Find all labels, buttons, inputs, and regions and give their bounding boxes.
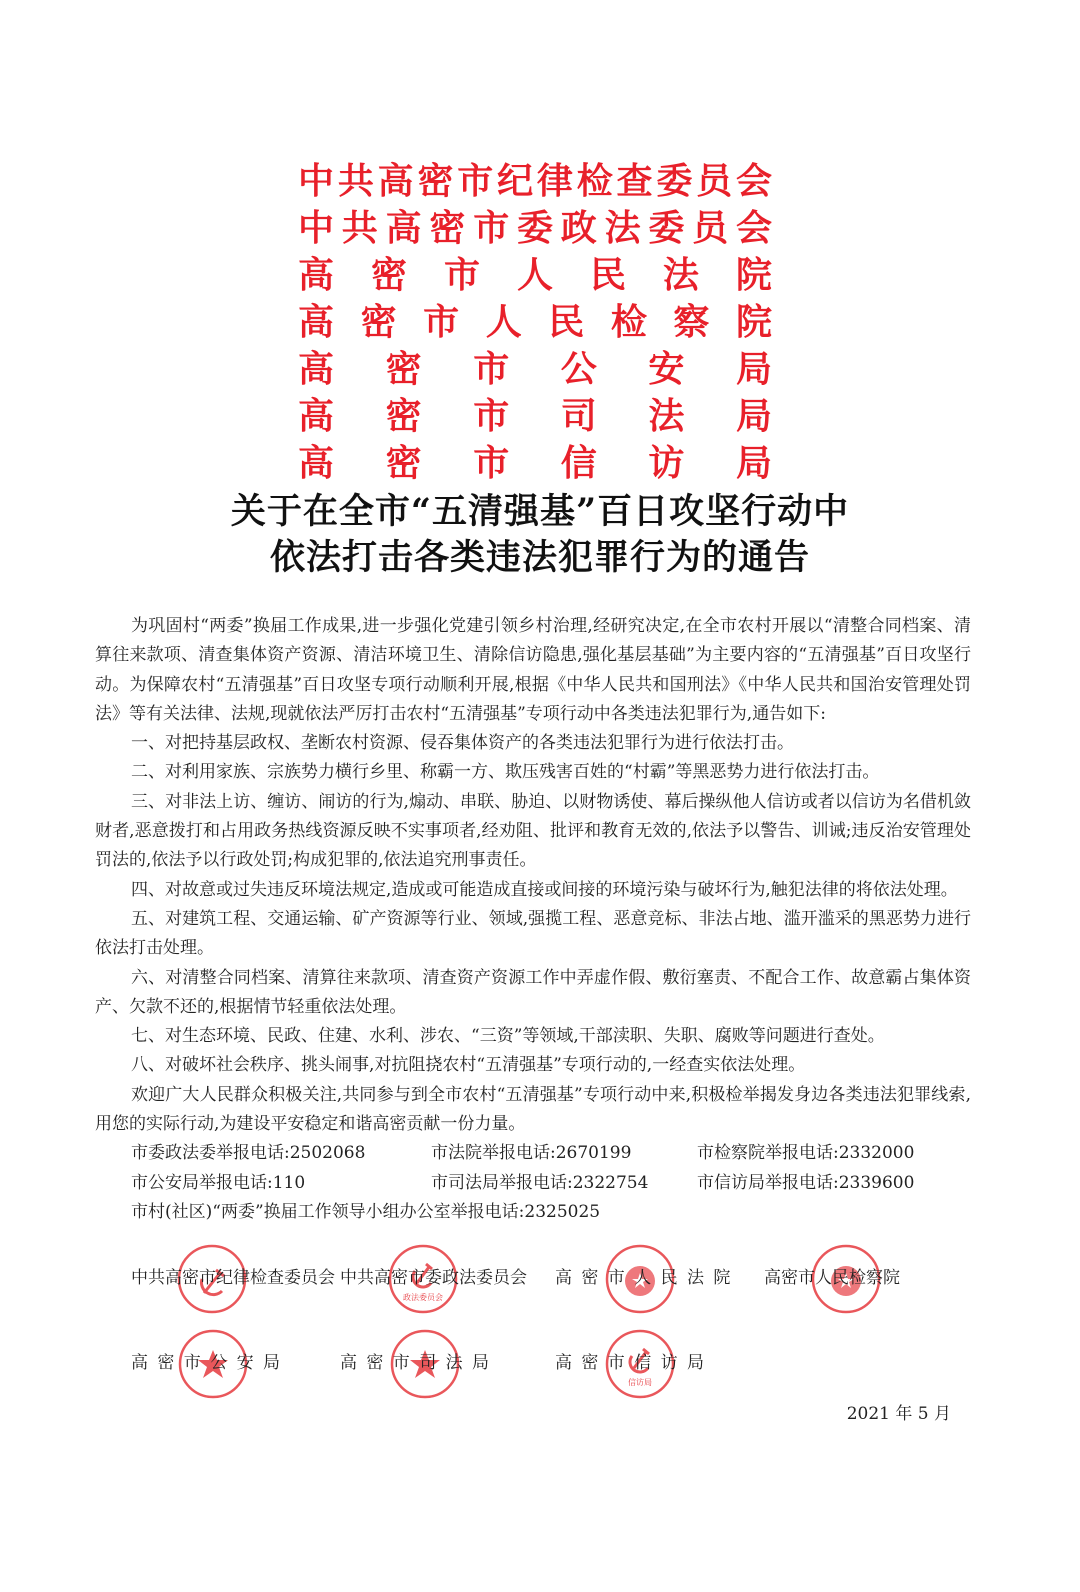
signature: 高 密 市 人 民 法 院 bbox=[555, 1268, 731, 1289]
paragraph: 为巩固村“两委”换届工作成果,进一步强化党建引领乡村治理,经研究决定,在全市农村开展以“清整合同档案、清算往来款项、清查集体资产资源、清洁环境卫生、清除信访隐患,强化基层基础”为主要内容的“五清强基”百日攻坚行动。为保障农村“五清强基”百日攻坚专项行动顺利开展,根据《中华人民共和国刑法》《中华人民共和国治安管理处罚法》等有关法律、法规,现就依法严厉打击农村“五清强基”专项行动中各类违法犯罪行为,通告如下: bbox=[95, 616, 971, 724]
issuer-char: 高 bbox=[298, 348, 335, 390]
issuing-authorities bbox=[298, 158, 772, 487]
issuer-char: 律 bbox=[536, 160, 573, 202]
issuer-char: 会 bbox=[735, 207, 772, 249]
issuer-char: 高 bbox=[377, 160, 414, 202]
issuer-char: 公 bbox=[560, 348, 597, 390]
issuer-char: 市 bbox=[473, 348, 510, 390]
issuer-char: 委 bbox=[648, 207, 685, 249]
issuer-char: 人 bbox=[516, 254, 553, 296]
seal-text: 政法委员会 bbox=[403, 1293, 443, 1303]
issuer-char: 院 bbox=[735, 254, 772, 296]
issuer-char: 中 bbox=[298, 160, 335, 202]
issuer-char: 共 bbox=[341, 207, 378, 249]
document-title-line-1: 关于在全市“五清强基”百日攻坚行动中 bbox=[230, 491, 850, 532]
signature-row bbox=[95, 1243, 971, 1328]
hotline: 市委政法委举报电话:2502068 bbox=[131, 1143, 366, 1164]
notice-content bbox=[95, 612, 971, 1485]
issuer-char: 密 bbox=[360, 301, 397, 343]
signature-row bbox=[95, 1328, 971, 1413]
signature: 高密市人民检察院 bbox=[764, 1268, 900, 1289]
issuer-char: 共 bbox=[337, 160, 374, 202]
issuer-line bbox=[298, 158, 772, 205]
issuer-char: 密 bbox=[370, 254, 407, 296]
paragraph: 欢迎广大人民群众积极关注,共同参与到全市农村“五清强基”专项行动中来,积极检举揭发身边各类违法犯罪线索,用您的实际行动,为建设平安稳定和谐高密贡献一份力量。 bbox=[95, 1084, 971, 1135]
paragraph: 五、对建筑工程、交通运输、矿产资源等行业、领域,强揽工程、恶意竞标、非法占地、滥开滥采的黑恶势力进行依法打击处理。 bbox=[95, 908, 971, 959]
issuer-char: 密 bbox=[385, 442, 422, 484]
issuer-char: 市 bbox=[423, 301, 460, 343]
paragraph: 七、对生态环境、民政、住建、水利、涉农、“三资”等领域,干部渎职、失职、腐败等问题进行查处。 bbox=[131, 1026, 885, 1047]
seal-text: 信访局 bbox=[628, 1378, 652, 1388]
issuer-char: 局 bbox=[735, 348, 772, 390]
hotline-row bbox=[131, 1169, 971, 1198]
issuer-char: 人 bbox=[485, 301, 522, 343]
issuer-char: 局 bbox=[735, 395, 772, 437]
issuer-char: 会 bbox=[735, 160, 772, 202]
issuer-char: 安 bbox=[648, 348, 685, 390]
issuer-char: 察 bbox=[673, 301, 710, 343]
issuer-char: 委 bbox=[656, 160, 693, 202]
issuer-line bbox=[298, 299, 772, 346]
issuer-char: 密 bbox=[385, 395, 422, 437]
issuer-char: 密 bbox=[385, 348, 422, 390]
hotline: 市信访局举报电话:2339600 bbox=[697, 1172, 915, 1193]
issuer-char: 密 bbox=[417, 160, 454, 202]
issuer-char: 员 bbox=[692, 207, 729, 249]
signature: 中共高密市纪律检查委员会 bbox=[131, 1268, 335, 1289]
issuer-char: 纪 bbox=[497, 160, 534, 202]
issuer-char: 检 bbox=[576, 160, 613, 202]
issuer-char: 查 bbox=[616, 160, 653, 202]
issuer-char: 政 bbox=[560, 207, 597, 249]
paragraph: 八、对破坏社会秩序、挑头闹事,对抗阻挠农村“五清强基”专项行动的,一经查实依法处理。 bbox=[131, 1055, 806, 1076]
issuer-char: 法 bbox=[648, 395, 685, 437]
hotline: 市公安局举报电话:110 bbox=[131, 1172, 306, 1193]
issuer-char: 高 bbox=[298, 395, 335, 437]
paragraph: 四、对故意或过失违反环境法规定,造成或可能造成直接或间接的环境污染与破坏行为,触犯法律的将依法处理。 bbox=[131, 879, 958, 900]
paragraph: 六、对清整合同档案、清算往来款项、清查资产资源工作中弄虚作假、敷衍塞责、不配合工作、故意霸占集体资产、欠款不还的,根据情节轻重依法处理。 bbox=[95, 967, 971, 1017]
issue-date: 2021 年 5 月 bbox=[846, 1404, 951, 1425]
issuer-char: 员 bbox=[696, 160, 733, 202]
hotline-list bbox=[131, 1139, 971, 1227]
issuer-char: 法 bbox=[604, 207, 641, 249]
issuer-char: 民 bbox=[589, 254, 626, 296]
issuer-line bbox=[298, 393, 772, 440]
issuer-char: 检 bbox=[610, 301, 647, 343]
issuer-char: 法 bbox=[662, 254, 699, 296]
issuer-line bbox=[298, 440, 772, 487]
issuer-char: 访 bbox=[648, 442, 685, 484]
issuer-char: 高 bbox=[298, 254, 335, 296]
issuer-char: 委 bbox=[516, 207, 553, 249]
hotline: 市司法局举报电话:2322754 bbox=[431, 1172, 649, 1193]
issuer-char: 信 bbox=[560, 442, 597, 484]
issuer-char: 密 bbox=[429, 207, 466, 249]
issuer-char: 市 bbox=[473, 207, 510, 249]
paragraph: 一、对把持基层政权、垄断农村资源、侵吞集体资产的各类违法犯罪行为进行依法打击。 bbox=[131, 733, 794, 754]
issuer-char: 民 bbox=[548, 301, 585, 343]
issuer-char: 局 bbox=[735, 442, 772, 484]
issuer-char: 市 bbox=[473, 442, 510, 484]
issuer-char: 高 bbox=[298, 301, 335, 343]
hotline: 市村(社区)“两委”换届工作领导小组办公室举报电话:2325025 bbox=[131, 1201, 601, 1222]
issuer-char: 中 bbox=[298, 207, 335, 249]
signature: 高 密 市 信 访 局 bbox=[555, 1353, 705, 1374]
issuer-char: 市 bbox=[473, 395, 510, 437]
hotline-row bbox=[131, 1139, 971, 1168]
issuer-char: 院 bbox=[735, 301, 772, 343]
issuer-line bbox=[298, 346, 772, 393]
paragraph: 二、对利用家族、宗族势力横行乡里、称霸一方、欺压残害百姓的“村霸”等黑恶势力进行依法打击。 bbox=[131, 762, 880, 783]
signature: 中共高密市委政法委员会 bbox=[340, 1268, 527, 1289]
issuer-char: 市 bbox=[443, 254, 480, 296]
issuer-char: 高 bbox=[385, 207, 422, 249]
issuer-line bbox=[298, 205, 772, 252]
notice-body bbox=[95, 612, 971, 1139]
issuer-char: 高 bbox=[298, 442, 335, 484]
paragraph: 三、对非法上访、缠访、闹访的行为,煽动、串联、胁迫、以财物诱使、幕后操纵他人信访或者以信访为名借机敛财者,恶意拨打和占用政务热线资源反映不实事项者,经劝阻、批评和教育无效的,依法予以警告、训诫;违反治安管理处罚法的,依法予以行政处罚;构成犯罪的,依法追究刑事责任。 bbox=[95, 791, 971, 871]
document-title-line-2: 依法打击各类违法犯罪行为的通告 bbox=[269, 537, 810, 578]
hotline-row bbox=[131, 1198, 971, 1227]
issuer-char: 市 bbox=[457, 160, 494, 202]
signature: 高 密 市 司 法 局 bbox=[340, 1353, 490, 1374]
issuer-char: 司 bbox=[560, 395, 597, 437]
hotline: 市法院举报电话:2670199 bbox=[431, 1143, 632, 1164]
hotline: 市检察院举报电话:2332000 bbox=[697, 1143, 915, 1164]
signature: 高 密 市 公 安 局 bbox=[131, 1353, 281, 1374]
issuer-line bbox=[298, 252, 772, 299]
